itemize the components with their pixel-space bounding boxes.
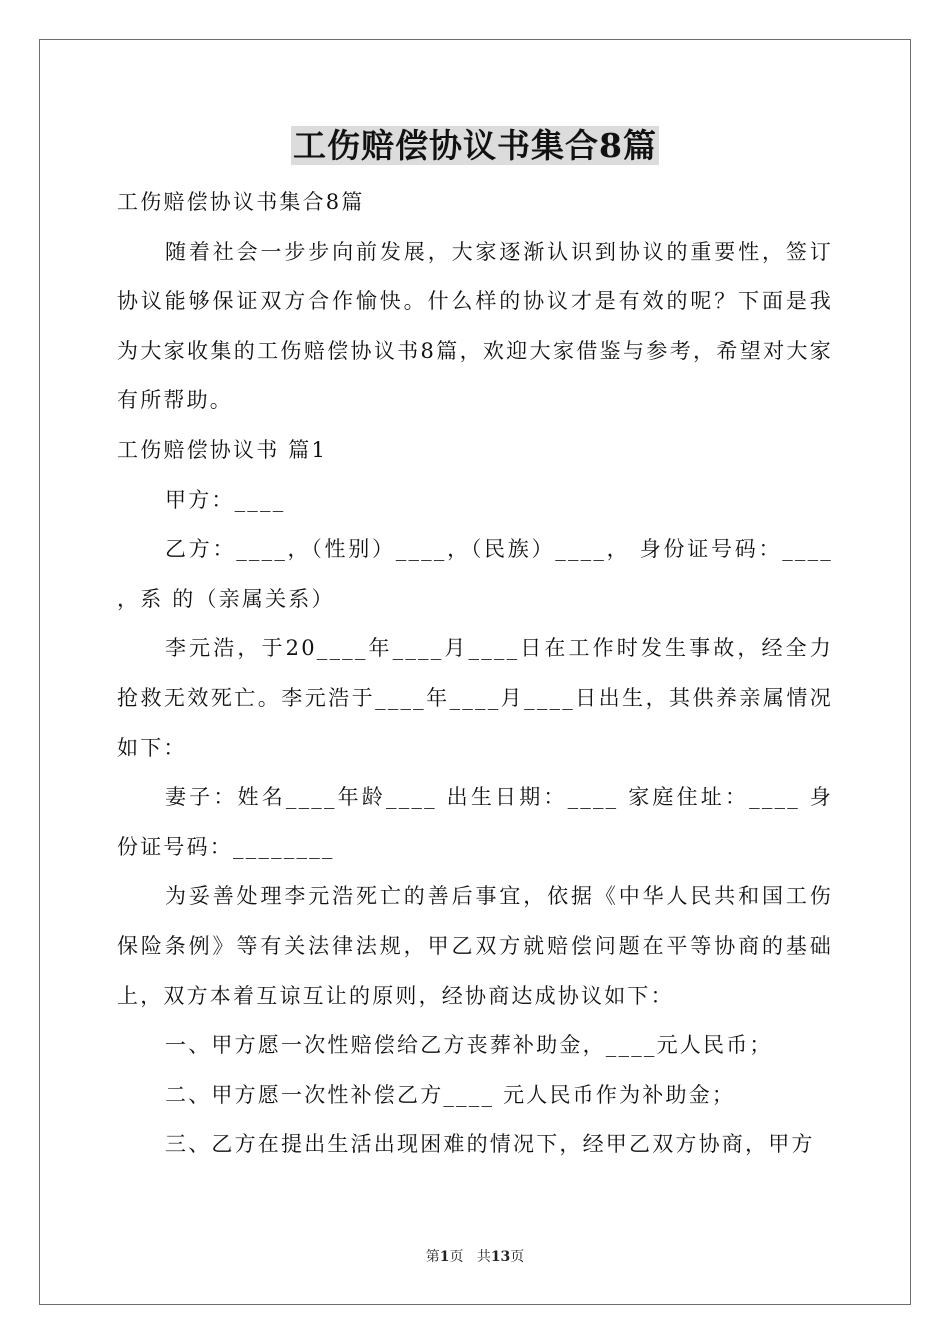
clause-1: 一、甲方愿一次性赔偿给乙方丧葬补助金，____元人民币； [165, 1033, 773, 1058]
page-prefix: 第 [425, 1249, 440, 1265]
total-prefix: 共 [476, 1249, 491, 1265]
party-a-line: 甲方：____ [165, 487, 286, 512]
page-number: 1 [439, 1249, 450, 1265]
total-suffix: 页 [510, 1249, 525, 1265]
document-body [117, 178, 833, 1170]
party-b-line: 乙方：____，（性别）____，（民族）____， 身份证号码：____ ，系 的（亲属关系） [117, 537, 833, 611]
subtitle-paragraph: 工伤赔偿协议书集合8篇 [117, 190, 365, 214]
document-title-text: 工伤赔偿协议书集合8篇 [293, 126, 657, 165]
intro-paragraph: 随着社会一步步向前发展，大家逐渐认识到协议的重要性，签订协议能够保证双方合作愉快。什么样的协议才是有效的呢？下面是我为大家收集的工伤赔偿协议书8篇，欢迎大家借鉴与参考，希望对大家有所帮助。 [117, 239, 833, 413]
clause-3: 三、乙方在提出生活出现困难的情况下，经甲乙双方协商，甲方 [165, 1132, 815, 1157]
clause-2: 二、甲方愿一次性补偿乙方____ 元人民币作为补助金； [165, 1082, 736, 1107]
section-heading: 工伤赔偿协议书 篇1 [117, 437, 328, 462]
page-suffix: 页 [449, 1249, 464, 1265]
spouse-info-line: 妻子：姓名____年龄____ 出生日期：____ 家庭住址：____ 身份证号码：________ [117, 785, 833, 859]
page-footer [0, 1247, 950, 1267]
incident-paragraph: 李元浩，于20____年____月____日在工作时发生事故，经全力抢救无效死亡。李元浩于____年____月____日出生，其供养亲属情况如下： [117, 636, 833, 760]
total-pages: 13 [490, 1249, 511, 1265]
document-title [0, 122, 950, 170]
agreement-basis-paragraph: 为妥善处理李元浩死亡的善后事宜，依据《中华人民共和国工伤保险条例》等有关法律法规，甲乙双方就赔偿问题在平等协商的基础上，双方本着互谅互让的原则，经协商达成协议如下： [117, 884, 833, 1008]
